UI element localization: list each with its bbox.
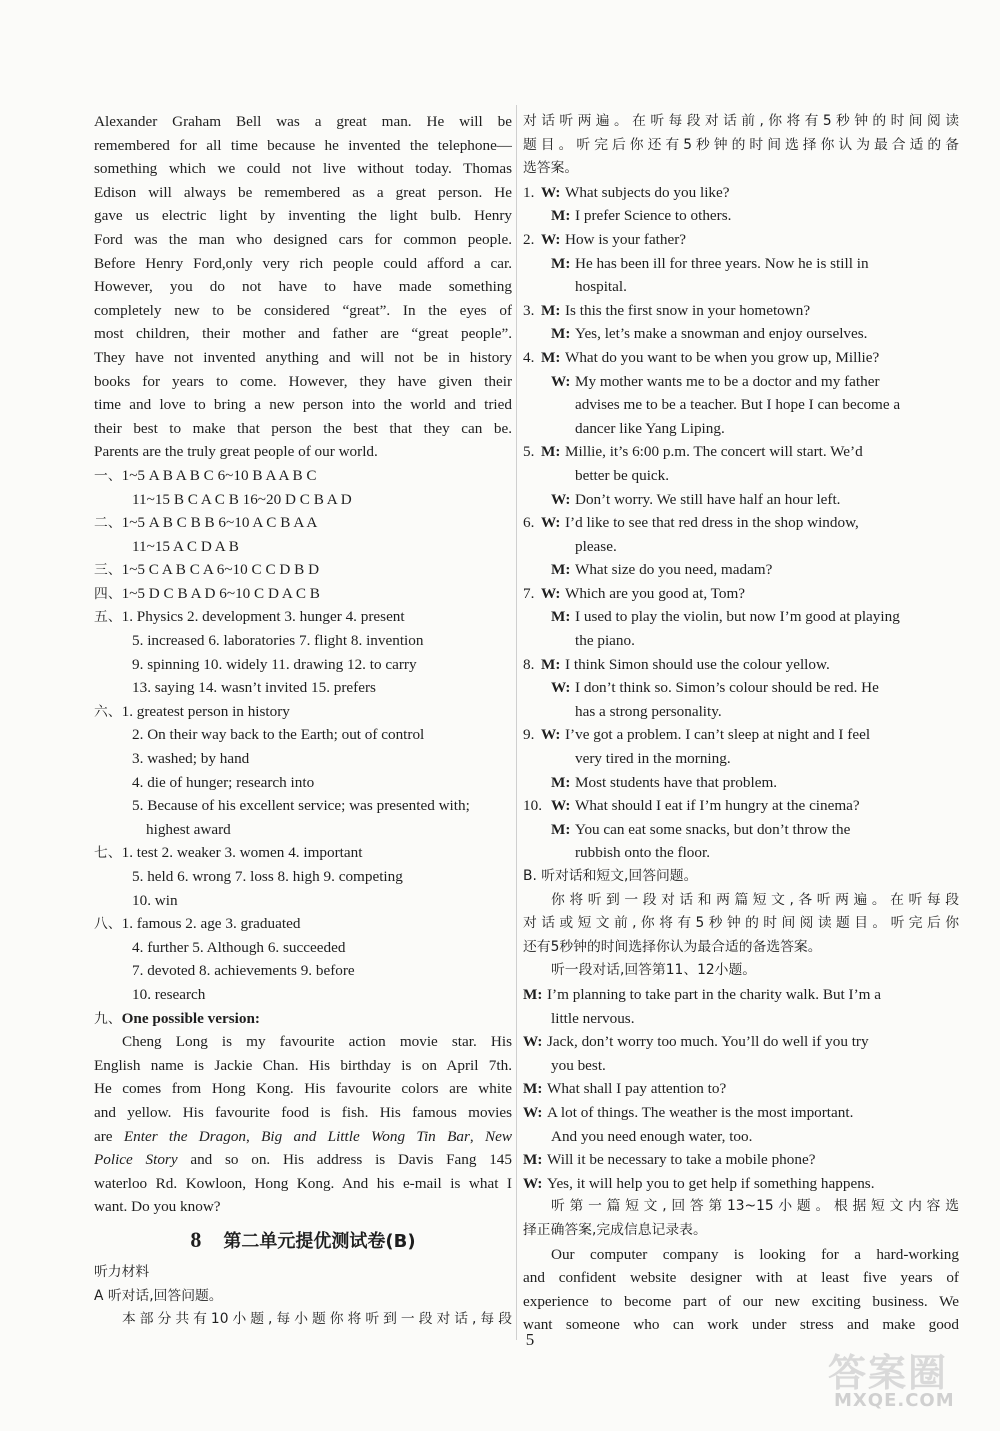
line-text: And you need enough water, too. <box>551 1127 753 1145</box>
section-marker: 五、 <box>94 609 122 626</box>
text-line <box>94 582 512 606</box>
line-text: 题目。听完后你还有5秒钟的时间选择你认为最合适的备 <box>523 136 959 153</box>
question-number: 6. <box>523 514 535 532</box>
line-text: B. 听对话和短文,回答问题。 <box>523 868 698 884</box>
line-text: I don’t think so. Simon’s colour should be red. He <box>575 679 879 697</box>
text-line <box>523 393 959 417</box>
line-text: little nervous. <box>551 1009 635 1027</box>
line-text: highest award <box>146 820 231 838</box>
section-marker: 三、 <box>94 562 122 579</box>
speaker-label: M: <box>551 561 571 579</box>
line-text: 4. further 5. Although 6. succeeded <box>132 938 346 956</box>
section-marker: 二、 <box>94 515 122 532</box>
text-line <box>523 252 959 276</box>
speaker-label: W: <box>541 514 561 532</box>
line-text: A 听对话,回答问题。 <box>94 1287 223 1304</box>
section-marker: 八、 <box>94 916 122 933</box>
section-number: 8 <box>190 1226 202 1252</box>
line-text: 1. Physics 2. development 3. hunger 4. present <box>121 608 405 626</box>
line-text: I used to play the violin, but now I’m good at playing <box>575 608 900 626</box>
line-text: Ford was the man who designed cars for common people. <box>94 230 512 248</box>
line-text: 10. research <box>132 985 206 1003</box>
text-line <box>523 1125 959 1149</box>
question-number: 1. <box>523 183 535 201</box>
line-text: experience to become part of our new exciting business. We <box>523 1292 959 1310</box>
line-text: Cheng Long is my favourite action movie star. His <box>122 1033 512 1051</box>
text-line <box>94 393 512 417</box>
text-line <box>94 959 512 983</box>
line-text: better be quick. <box>575 466 670 484</box>
line-text: time and love to bring a new person into the world and tried <box>94 396 512 414</box>
text-line <box>94 1101 512 1125</box>
instruction-line <box>523 865 959 889</box>
line-text: Will it be necessary to take a mobile phone? <box>547 1151 816 1169</box>
text-line <box>94 723 512 747</box>
speaker-label: W: <box>551 372 571 390</box>
line-text: 择正确答案,完成信息记录表。 <box>523 1221 707 1238</box>
text-line <box>94 1077 512 1101</box>
line-text: 听第一篇短文,回答第13~15小题。根据短文内容选 <box>551 1198 959 1215</box>
text-line <box>94 771 512 795</box>
line-text: something which we could not live without today. Thomas <box>94 160 512 178</box>
text-line <box>94 794 512 818</box>
speaker-label: M: <box>551 820 571 838</box>
line-text: What do you want to be when you grow up, Millie? <box>565 348 880 366</box>
line-text: want someone who can work under stress and make good <box>523 1316 959 1334</box>
line-text: Parents are the truly great people of our world. <box>94 443 378 461</box>
line-text: I’d like to see that red dress in the shop window, <box>565 514 859 532</box>
line-text: hospital. <box>575 278 627 296</box>
line-text: He comes from Hong Kong. His favourite colors are white <box>94 1080 512 1098</box>
text-line <box>523 1077 959 1101</box>
speaker-label: W: <box>551 797 571 815</box>
text-line <box>523 1266 959 1290</box>
line-text: are Enter the Dragon, Big and Little Wong Tin Bar, New <box>94 1127 512 1145</box>
speaker-label: W: <box>523 1103 543 1121</box>
text-line <box>94 818 512 842</box>
line-text: 2. On their way back to the Earth; out of control <box>132 726 425 744</box>
line-text: Edison will always be remembered as a great person. He <box>94 183 512 201</box>
line-text: 11~15 A C D A B <box>132 537 239 555</box>
line-text: However, you do not have to have made something <box>94 278 512 296</box>
text-line <box>94 1195 512 1219</box>
text-line <box>523 464 959 488</box>
text-line <box>523 275 959 299</box>
text-line <box>94 1172 512 1196</box>
speaker-label: W: <box>541 230 561 248</box>
text-line <box>523 1148 959 1172</box>
line-text: the piano. <box>575 632 635 650</box>
line-text: Most students have that problem. <box>575 773 778 791</box>
text-line <box>94 1007 512 1031</box>
line-text: 还有5秒钟的时间选择你认为最合适的备选答案。 <box>523 938 822 955</box>
line-text: 3. washed; by hand <box>132 750 250 768</box>
speaker-label: M: <box>541 301 561 319</box>
text-line <box>523 605 959 629</box>
text-line <box>523 1101 959 1125</box>
line-text: 1~5 A B A B C 6~10 B A A B C <box>121 466 317 484</box>
text-line <box>523 794 959 818</box>
text-line <box>94 629 512 653</box>
text-line <box>523 181 959 205</box>
question-number: 7. <box>523 584 535 602</box>
line-text: waterloo Rd. Kowloon, Hong Kong. And his e-mail is what I <box>94 1174 512 1192</box>
speaker-label: M: <box>541 443 561 461</box>
instruction-line <box>523 157 959 181</box>
line-text: My mother wants me to be a doctor and my father <box>575 372 880 390</box>
instruction-line <box>523 134 959 158</box>
line-text: want. Do you know? <box>94 1198 221 1216</box>
question-number: 2. <box>523 230 535 248</box>
section-title <box>94 1219 512 1261</box>
text-line <box>523 653 959 677</box>
text-line <box>523 700 959 724</box>
line-text: 7. devoted 8. achievements 9. before <box>132 962 355 980</box>
text-line <box>523 370 959 394</box>
instruction-line <box>94 1285 512 1309</box>
speaker-label: W: <box>541 726 561 744</box>
line-text: Yes, let’s make a snowman and enjoy ourselves. <box>575 325 868 343</box>
speaker-label: W: <box>551 490 571 508</box>
text-line <box>94 1125 512 1149</box>
right-column <box>523 110 959 1337</box>
section-title-text: 第二单元提优测试卷(B) <box>223 1230 416 1252</box>
text-line <box>523 629 959 653</box>
watermark-logo <box>828 1342 968 1414</box>
line-text: What subjects do you like? <box>565 183 730 201</box>
section-marker: 一、 <box>94 467 122 484</box>
text-line <box>523 1290 959 1314</box>
text-line <box>94 535 512 559</box>
text-line <box>94 841 512 865</box>
speaker-label: W: <box>541 183 561 201</box>
line-text: 4. die of hunger; research into <box>132 773 315 791</box>
text-line <box>94 440 512 464</box>
line-text: What shall I pay attention to? <box>547 1080 727 1098</box>
section-marker: 九、 <box>94 1010 122 1027</box>
text-line <box>523 1030 959 1054</box>
line-text: please. <box>575 537 617 555</box>
text-line <box>523 747 959 771</box>
speaker-label: W: <box>523 1174 543 1192</box>
text-line <box>523 1007 959 1031</box>
text-line <box>94 1148 512 1172</box>
line-text: and confident website designer with at least five years of <box>523 1269 959 1287</box>
line-text: English name is Jackie Chan. His birthday is on April 7th. <box>94 1056 512 1074</box>
text-line <box>94 370 512 394</box>
text-line <box>94 299 512 323</box>
speaker-label: M: <box>523 985 543 1003</box>
text-line <box>523 204 959 228</box>
question-number: 9. <box>523 726 535 744</box>
line-text: 对话或短文前,你将有5秒钟的时间阅读题目。听完后你 <box>523 915 959 932</box>
line-text: What size do you need, madam? <box>575 561 773 579</box>
instruction-line <box>94 1308 512 1332</box>
line-text: 听力材料 <box>94 1263 150 1280</box>
question-number: 8. <box>523 655 535 673</box>
instruction-line <box>523 912 959 936</box>
watermark-url: MXQE.COM <box>834 1390 955 1411</box>
text-line <box>94 275 512 299</box>
line-text: I’ve got a problem. I can’t sleep at night and I feel <box>565 726 871 744</box>
text-line <box>523 1313 959 1337</box>
text-line <box>94 110 512 134</box>
text-line <box>94 322 512 346</box>
section-marker: 七、 <box>94 845 122 862</box>
line-text: 9. spinning 10. widely 11. drawing 12. to carry <box>132 655 417 673</box>
text-line <box>523 488 959 512</box>
speaker-label: M: <box>551 254 571 272</box>
text-line <box>94 464 512 488</box>
line-text: 5. held 6. wrong 7. loss 8. high 9. competing <box>132 868 403 885</box>
line-text: I think Simon should use the colour yellow. <box>565 655 830 673</box>
speaker-label: M: <box>551 207 571 225</box>
text-line <box>523 417 959 441</box>
text-line <box>523 558 959 582</box>
text-line <box>523 535 959 559</box>
line-text: and yellow. His favourite food is fish. His famous movies <box>94 1103 512 1121</box>
speaker-label: W: <box>551 679 571 697</box>
section-marker: 四、 <box>94 585 122 602</box>
line-text: I’m planning to take part in the charity walk. But I’m a <box>547 985 882 1003</box>
line-text: has a strong personality. <box>575 702 722 720</box>
text-line <box>94 134 512 158</box>
text-line <box>523 1172 959 1196</box>
line-text: 5. Because of his excellent service; was presented with; <box>132 797 470 815</box>
text-line <box>94 936 512 960</box>
text-line <box>523 299 959 323</box>
text-line <box>94 889 512 913</box>
line-text: their best to make that person the best that they can be. <box>94 419 512 437</box>
line-text: gave us electric light by inventing the light bulb. Henry <box>94 207 512 225</box>
line-text: Yes, it will help you to get help if something happens. <box>547 1174 875 1192</box>
line-text: completely new to be considered “great”. In the eyes of <box>94 301 512 319</box>
question-number: 10. <box>523 797 542 815</box>
page-number: 5 <box>525 1330 535 1349</box>
line-text: Our computer company is looking for a hard-working <box>551 1245 959 1263</box>
line-text: Is this the first snow in your hometown? <box>565 301 811 319</box>
line-text: A lot of things. The weather is the most important. <box>547 1103 854 1121</box>
text-line <box>94 417 512 441</box>
text-line <box>94 346 512 370</box>
speaker-label: W: <box>523 1033 543 1051</box>
line-text: He has been ill for three years. Now he is still in <box>575 254 869 272</box>
line-text: 你将听到一段对话和两篇短文,各听两遍。在听每段 <box>551 891 959 908</box>
line-text: How is your father? <box>565 230 687 248</box>
text-line <box>94 676 512 700</box>
instruction-line <box>523 936 959 960</box>
text-line <box>94 181 512 205</box>
speaker-label: M: <box>541 655 561 673</box>
line-text: very tired in the morning. <box>575 750 731 768</box>
text-line <box>94 157 512 181</box>
text-line <box>94 605 512 629</box>
left-column <box>94 110 512 1332</box>
speaker-label: W: <box>541 584 561 602</box>
text-line <box>94 747 512 771</box>
text-line <box>523 440 959 464</box>
text-line <box>94 511 512 535</box>
line-text: books for years to come. However, they have given their <box>94 372 512 390</box>
text-line <box>523 983 959 1007</box>
speaker-label: M: <box>551 773 571 791</box>
text-line <box>523 322 959 346</box>
line-text: 11~15 B C A C B 16~20 D C B A D <box>132 490 352 508</box>
line-text: 10. win <box>132 891 178 909</box>
line-text: 本部分共有10小题,每小题你将听到一段对话,每段 <box>122 1311 512 1328</box>
line-text: Police Story and so on. His address is Davis Fang 145 <box>94 1151 512 1169</box>
text-line <box>523 582 959 606</box>
text-line <box>94 1054 512 1078</box>
line-text: They have not invented anything and will not be in history <box>94 348 512 366</box>
line-text: You can eat some snacks, but don’t throw the <box>575 820 851 838</box>
line-text: 1. greatest person in history <box>121 702 290 720</box>
section-marker: 六、 <box>94 703 122 720</box>
text-line <box>94 252 512 276</box>
text-line <box>523 818 959 842</box>
line-text: Which are you good at, Tom? <box>565 584 746 602</box>
text-line <box>523 841 959 865</box>
line-text: Jack, don’t worry too much. You’ll do well if you try <box>547 1033 869 1051</box>
question-number: 4. <box>523 348 535 366</box>
line-text: 1~5 D C B A D 6~10 C D A C B <box>121 584 320 602</box>
instruction-line <box>523 889 959 913</box>
line-text: Before Henry Ford,only very rich people could afford a car. <box>94 254 512 272</box>
instruction-line <box>94 1261 512 1285</box>
text-line <box>94 204 512 228</box>
line-text: One possible version: <box>121 1009 260 1027</box>
speaker-label: M: <box>551 325 571 343</box>
line-text: advises me to be a teacher. But I hope I can become a <box>575 396 901 414</box>
text-line <box>523 771 959 795</box>
instruction-line <box>523 1195 959 1219</box>
line-text: 对话听两遍。在听每段对话前,你将有5秒钟的时间阅读 <box>523 113 959 129</box>
line-text: 1. test 2. weaker 3. women 4. important <box>121 844 363 862</box>
line-text: rubbish onto the floor. <box>575 844 710 862</box>
line-text: What should I eat if I’m hungry at the cinema? <box>575 797 860 815</box>
text-line <box>94 228 512 252</box>
text-line <box>94 558 512 582</box>
text-line <box>523 511 959 535</box>
text-line <box>94 653 512 677</box>
question-number: 5. <box>523 443 535 461</box>
text-line <box>94 912 512 936</box>
watermark-text: 答案圈 <box>828 1351 949 1395</box>
text-line <box>523 1243 959 1267</box>
line-text: you best. <box>551 1056 606 1074</box>
line-text: 13. saying 14. wasn’t invited 15. prefers <box>132 679 376 697</box>
line-text: remembered for all time because he invented the telephone— <box>94 136 512 154</box>
line-text: Don’t worry. We still have half an hour left. <box>575 490 841 508</box>
line-text: Alexander Graham Bell was a great man. He will be <box>94 113 512 130</box>
text-line <box>523 1054 959 1078</box>
line-text: 选答案。 <box>523 160 579 177</box>
speaker-label: M: <box>523 1080 543 1098</box>
question-number: 3. <box>523 301 535 319</box>
line-text: most children, their mother and father are “great people”. <box>94 325 512 343</box>
instruction-line <box>523 959 959 983</box>
speaker-label: M: <box>551 608 571 626</box>
line-text: 1~5 C A B C A 6~10 C C D B D <box>121 561 320 579</box>
text-line <box>94 488 512 512</box>
line-text: 1~5 A B C B B 6~10 A C B A A <box>121 514 318 532</box>
speaker-label: M: <box>523 1151 543 1169</box>
text-line <box>94 983 512 1007</box>
column-divider <box>516 105 517 1340</box>
line-text: Millie, it’s 6:00 p.m. The concert will start. We’d <box>565 443 863 461</box>
text-line <box>523 346 959 370</box>
line-text: I prefer Science to others. <box>575 207 732 225</box>
text-line <box>523 676 959 700</box>
line-text: 听一段对话,回答第11、12小题。 <box>551 962 757 979</box>
line-text: dancer like Yang Liping. <box>575 419 725 437</box>
speaker-label: M: <box>541 348 561 366</box>
instruction-line <box>523 110 959 134</box>
text-line <box>94 865 512 889</box>
line-text: 1. famous 2. age 3. graduated <box>121 915 301 933</box>
text-line <box>94 1030 512 1054</box>
instruction-line <box>523 1219 959 1243</box>
line-text: 5. increased 6. laboratories 7. flight 8. invention <box>132 632 424 650</box>
text-line <box>523 228 959 252</box>
text-line <box>94 700 512 724</box>
text-line <box>523 723 959 747</box>
